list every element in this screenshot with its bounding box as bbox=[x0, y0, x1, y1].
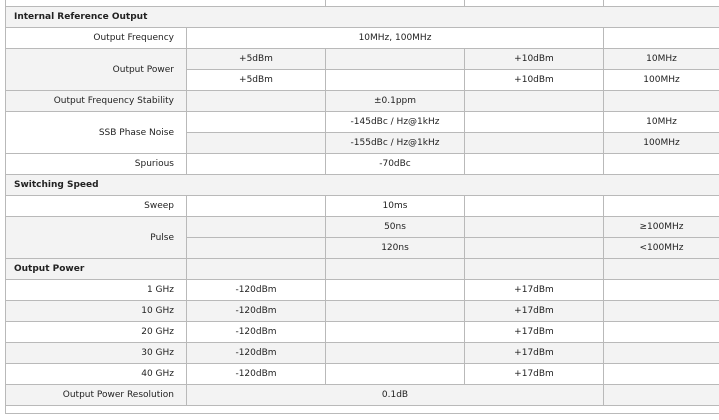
cell-value: ±0.1ppm bbox=[326, 91, 465, 112]
table-row-pulse-ge-100mhz bbox=[6, 217, 719, 238]
row-label: Output Frequency bbox=[6, 28, 187, 49]
cell-max: +17dBm bbox=[465, 364, 604, 385]
row-label: SSB Phase Noise bbox=[6, 112, 187, 154]
table-row-power-40ghz bbox=[6, 364, 719, 385]
section-title: Output Power bbox=[6, 259, 187, 280]
row-label: 20 GHz bbox=[6, 322, 187, 343]
row-label: 10 GHz bbox=[6, 301, 187, 322]
table-row-ssb-phase-noise-10mhz bbox=[6, 112, 719, 133]
cell-max: +17dBm bbox=[465, 301, 604, 322]
cell-condition: ≥100MHz bbox=[604, 217, 719, 238]
table-row-sweep bbox=[6, 196, 719, 217]
section-header-switching-speed bbox=[6, 175, 719, 196]
table-row-power-30ghz bbox=[6, 343, 719, 364]
table-row-output-frequency bbox=[6, 28, 719, 49]
cell-value: 120ns bbox=[326, 238, 465, 259]
cell-max: +17dBm bbox=[465, 322, 604, 343]
cell-condition: 100MHz bbox=[604, 133, 719, 154]
cell-value: -155dBc / Hz@1kHz bbox=[326, 133, 465, 154]
cell-value: 50ns bbox=[326, 217, 465, 238]
cell-max: +10dBm bbox=[465, 70, 604, 91]
cell-min: -120dBm bbox=[187, 301, 326, 322]
row-label: Sweep bbox=[6, 196, 187, 217]
table-row-power-1ghz bbox=[6, 280, 719, 301]
row-label: Output Power bbox=[6, 49, 187, 91]
cell-min: -120dBm bbox=[187, 322, 326, 343]
cell-condition: 100MHz bbox=[604, 70, 719, 91]
table-row-bottom-edge bbox=[6, 406, 719, 414]
cell-max: +17dBm bbox=[465, 343, 604, 364]
cell-min: -120dBm bbox=[187, 343, 326, 364]
table-row-output-frequency-stability bbox=[6, 91, 719, 112]
cell-condition: 10MHz bbox=[604, 112, 719, 133]
row-label: Output Frequency Stability bbox=[6, 91, 187, 112]
section-header-output-power bbox=[6, 259, 719, 280]
row-label: Pulse bbox=[6, 217, 187, 259]
cell-condition: 10MHz bbox=[604, 49, 719, 70]
row-label: 40 GHz bbox=[6, 364, 187, 385]
cell-min: -120dBm bbox=[187, 364, 326, 385]
cell-min: +5dBm bbox=[187, 49, 326, 70]
cell-value: -70dBc bbox=[326, 154, 465, 175]
table-row-power-20ghz bbox=[6, 322, 719, 343]
table-row-output-power-10mhz bbox=[6, 49, 719, 70]
cell-value: -145dBc / Hz@1kHz bbox=[326, 112, 465, 133]
row-label: 1 GHz bbox=[6, 280, 187, 301]
section-header-internal-reference-output bbox=[6, 7, 719, 28]
section-title: Internal Reference Output bbox=[6, 7, 719, 28]
table-row-output-power-resolution bbox=[6, 385, 719, 406]
cell-condition: <100MHz bbox=[604, 238, 719, 259]
row-label: Spurious bbox=[6, 154, 187, 175]
cell-value: 0.1dB bbox=[187, 385, 604, 406]
table-row-spurious bbox=[6, 154, 719, 175]
specifications-table bbox=[5, 0, 719, 414]
cell-value: 10MHz, 100MHz bbox=[187, 28, 604, 49]
row-label: 30 GHz bbox=[6, 343, 187, 364]
section-title: Switching Speed bbox=[6, 175, 719, 196]
row-label: Output Power Resolution bbox=[6, 385, 187, 406]
cell-max: +17dBm bbox=[465, 280, 604, 301]
cell-max: +10dBm bbox=[465, 49, 604, 70]
cell-min: -120dBm bbox=[187, 280, 326, 301]
cell-min: +5dBm bbox=[187, 70, 326, 91]
table-row-power-10ghz bbox=[6, 301, 719, 322]
cell-value: 10ms bbox=[326, 196, 465, 217]
